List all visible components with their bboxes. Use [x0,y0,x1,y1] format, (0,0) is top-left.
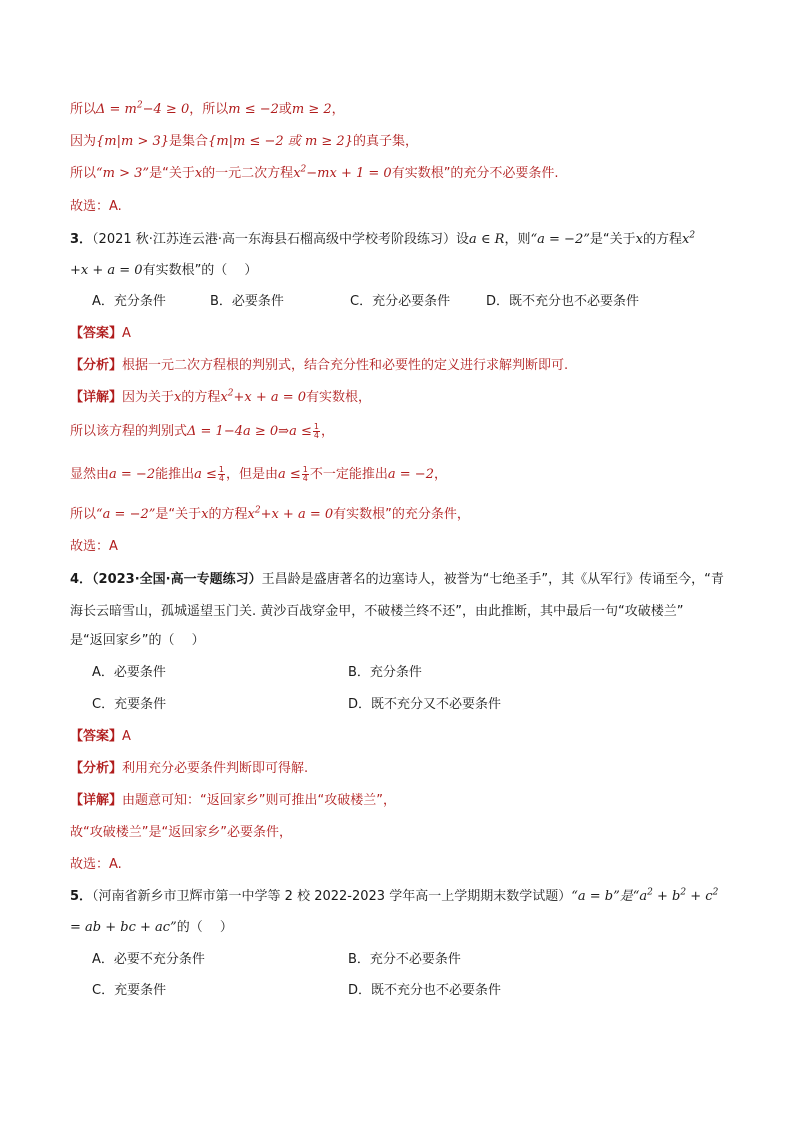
q5-option-d: D．既不充分也不必要条件 [348,983,502,998]
fraction-one-quarter: $\frac{1}{4}$ [302,465,308,483]
prev-line-3: 所以“m > 3”是“关于x的一元二次方程$x^2-mx + 1 = 0$有实数根”的充分不必要条件. [70,164,559,181]
q3-pick: 故选：A [70,539,118,554]
q4-stem-line-2: 海长云暗雪山，孤城遥望玉门关. 黄沙百战穿金甲，不破楼兰终不还”，由此推断，其中最后一句“攻破楼兰” [70,604,684,619]
q3-stem-line-2: +x + a = 0有实数根”的（ ） [70,263,258,278]
q5-option-b: B．充分不必要条件 [348,952,461,967]
q3-stem-line-1: 3．（2021 秋·江苏连云港·高一东海县石榴高级中学校考阶段练习）设a ∈ R，则“a = −2”是“关于x的方程$x^2$ [70,230,696,247]
q4-answer: 【答案】A [70,729,131,744]
q4-analysis: 【分析】利用充分必要条件判断即可得解. [70,761,309,776]
q3-answer: 【答案】A [70,326,131,341]
prev-line-1: 所以$\Delta = m^2-4 \ge 0$，所以m ≤ −2或m ≥ 2， [70,100,345,117]
q3-detail-line-2: 所以该方程的判别式Δ = 1−4a ≥ 0⇒a ≤ $\frac{1}{4}$ ， [70,422,334,440]
q3-option-d: D．既不充分也不必要条件 [486,294,640,309]
q4-option-d: D．既不充分又不必要条件 [348,697,502,712]
prev-line-2: 因为{m|m > 3}是集合{m|m ≤ −2 或 m ≥ 2}的真子集， [70,134,418,149]
q4-option-c: C．充要条件 [92,697,167,712]
q3-detail-line-3: 显然由a = −2能推出a ≤ $\frac{1}{4}$ ，但是由a ≤ $\frac{1}{4}$ 不一定能推出a = −2， [70,465,447,483]
q5-option-c: C．充要条件 [92,983,167,998]
q4-pick: 故选：A. [70,857,122,872]
q3-detail-line-1: 【详解】因为关于x的方程$x^2+x + a = 0$有实数根， [70,388,372,405]
q3-option-a: A．充分条件 [92,294,166,309]
q5-stem-line-1: 5．（河南省新乡市卫辉市第一中学等 2 校 2022-2023 学年高一上学期期末数学试题）“a = b”是“$a^2 + b^2 + c^2$ [70,887,719,904]
prev-pick: 故选：A. [70,199,122,214]
q3-option-b: B．必要条件 [210,294,284,309]
q4-detail-line-2: 故“攻破楼兰”是“返回家乡”必要条件， [70,825,292,840]
q4-detail-line-1: 【详解】由题意可知：“返回家乡”则可推出“攻破楼兰”， [70,793,396,808]
q4-option-b: B．充分条件 [348,665,422,680]
q5-option-a: A．必要不充分条件 [92,952,205,967]
q4-stem-line-3: 是“返回家乡”的（ ） [70,633,205,648]
q3-option-c: C．充分必要条件 [350,294,451,309]
q3-analysis: 【分析】根据一元二次方程根的判别式，结合充分性和必要性的定义进行求解判断即可. [70,358,569,373]
fraction-one-quarter: $\frac{1}{4}$ [313,422,319,440]
q5-stem-line-2: = ab + bc + ac”的（ ） [70,920,233,935]
q4-option-a: A．必要条件 [92,665,166,680]
q3-detail-line-4: 所以“a = −2”是“关于x的方程$x^2+x + a = 0$有实数根”的充分条件， [70,505,470,522]
q4-stem-line-1: 4．（2023·全国·高一专题练习）王昌龄是盛唐著名的边塞诗人，被誉为“七绝圣手”，其《从军行》传诵至今，“青 [70,572,724,587]
fraction-one-quarter: $\frac{1}{4}$ [218,465,224,483]
